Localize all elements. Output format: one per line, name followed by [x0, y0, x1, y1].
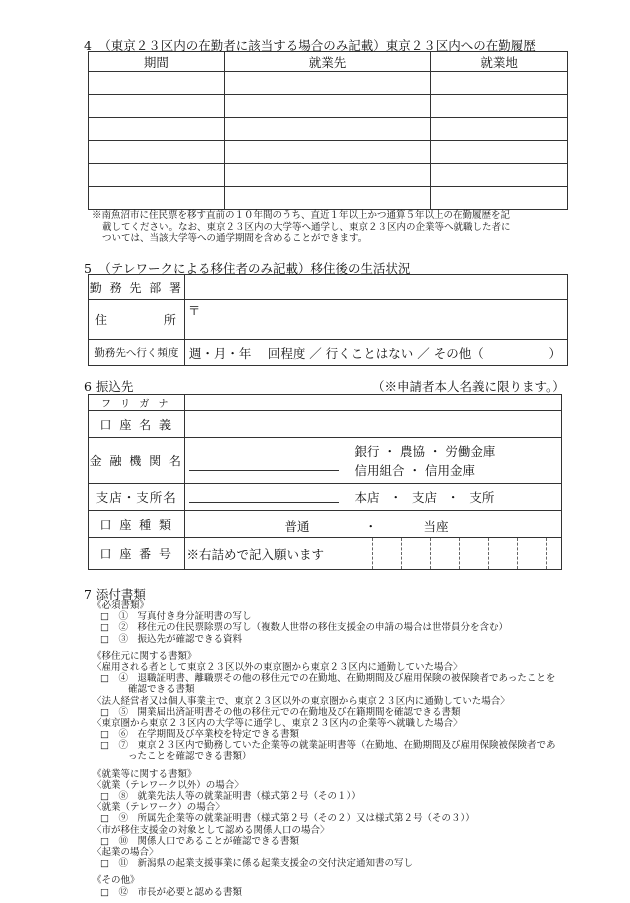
period-cell[interactable]: [89, 187, 225, 210]
section6-heading: 6 振込先: [84, 379, 134, 394]
account-type-field[interactable]: [184, 511, 561, 538]
employer-cell[interactable]: [224, 95, 431, 118]
location-cell[interactable]: [431, 72, 568, 95]
attachment-item[interactable]: □ ⑧ 就業先法人等の就業証明書（様式第２号（その１））: [100, 791, 361, 802]
attachment-category: 《必須書類》: [92, 600, 150, 611]
attachment-item[interactable]: □ ⑫ 市長が必要と認める書類: [100, 886, 242, 898]
employer-cell[interactable]: [224, 187, 431, 210]
attachment-item[interactable]: □ ① 写真付き身分証明書の写し: [100, 611, 252, 623]
attachment-item[interactable]: □ ⑤ 開業届出済証明書その他の移住元での在勤地及び在籍期間を確認できる書類: [100, 706, 461, 718]
period-cell[interactable]: [89, 95, 225, 118]
furigana-label: フ リ ガ ナ: [89, 395, 185, 411]
branch-label: 支店・支所名: [89, 484, 185, 511]
period-cell[interactable]: [89, 164, 225, 187]
telework-table: [88, 274, 568, 366]
address-label: [89, 300, 185, 340]
bank-table: [88, 394, 562, 570]
account-name-label: 口 座 名 義: [89, 411, 185, 438]
account-number-note: ※右詰めで記入願います: [186, 546, 325, 562]
period-cell[interactable]: [89, 118, 225, 141]
attachment-item[interactable]: □ ② 移住元の住民票除票の写し（複数人世帯の移住支援金の申請の場合は世帯員分を含む）: [100, 622, 508, 634]
attachments-list: [92, 600, 572, 898]
work-history-table: [88, 51, 568, 210]
attachment-item: ったことを確認できる書類）: [128, 751, 252, 763]
employer-cell[interactable]: [224, 164, 431, 187]
location-cell[interactable]: [431, 95, 568, 118]
note-line: 載してください。なお、東京２３区内の大学等へ通学し、東京２３区内の企業等へ就職した者に: [102, 221, 511, 233]
account-name-field[interactable]: [184, 411, 561, 438]
attachment-item[interactable]: □ ⑪ 新潟県の起業支援事業に係る起業支援金の交付決定通知書の写し: [100, 858, 413, 870]
section4-note: [92, 210, 572, 245]
digit-box[interactable]: [430, 538, 459, 569]
type-separator: ・: [364, 519, 378, 534]
attachment-category: 〈東京圏から東京２３区内の大学等に通学し、東京２３区内の企業等へ就職した場合〉: [92, 717, 463, 729]
branch-name-line[interactable]: [189, 502, 339, 503]
attachment-category: 〈市が移住支援金の対象として認める関係人口の場合〉: [92, 824, 330, 836]
employer-cell[interactable]: [224, 118, 431, 141]
attachment-category: 《その他》: [92, 875, 140, 887]
dept-field[interactable]: [184, 275, 567, 300]
type-ordinary[interactable]: 普通: [284, 519, 310, 534]
section6-note: （※申請者本人名義に限ります。）: [372, 379, 565, 394]
location-cell[interactable]: [431, 164, 568, 187]
col-period: 期間: [89, 52, 225, 72]
bank-name-line[interactable]: [189, 470, 339, 471]
frequency-close: ）: [548, 345, 561, 361]
period-cell[interactable]: [89, 72, 225, 95]
address-label-2: 所: [163, 313, 178, 327]
bank-field[interactable]: [184, 438, 561, 484]
attachment-category: 〈起業の場合〉: [92, 846, 159, 858]
location-cell[interactable]: [431, 187, 568, 210]
address-label-1: 住: [95, 313, 110, 327]
bank-type-options-2[interactable]: 信用組合 ・ 信用金庫: [354, 462, 475, 478]
branch-field[interactable]: [184, 484, 561, 511]
attachment-item[interactable]: □ ③ 振込先が確認できる資料: [100, 633, 242, 645]
bank-type-options-1[interactable]: 銀行 ・ 農協 ・ 労働金庫: [354, 443, 496, 459]
account-type-label: 口 座 種 類: [89, 511, 185, 538]
dept-label: 勤 務 先 部 署: [89, 275, 185, 300]
attachment-category: 《移住元に関する書類》: [92, 650, 197, 662]
digit-box[interactable]: [401, 538, 430, 569]
section7-heading: 7 添付書類: [84, 587, 146, 602]
digit-box[interactable]: [488, 538, 517, 569]
col-employer: 就業先: [224, 52, 431, 72]
attachment-category: 〈法人経営者又は個人事業主で、東京２３区以外の東京圏から東京２３区内に通勤していた場合〉: [92, 695, 510, 707]
attachment-item[interactable]: □ ⑦ 東京２３区内で勤務していた企業等の就業証明書等（在勤地、在勤期間及び雇用保険被保険者であ: [100, 740, 556, 752]
type-current[interactable]: 当座: [423, 519, 449, 534]
attachment-category: 《就業等に関する書類》: [92, 768, 197, 780]
attachment-item[interactable]: □ ⑩ 関係人口であることが確認できる書類: [100, 835, 299, 847]
attachment-item[interactable]: □ ⑥ 在学期間及び卒業校を特定できる書類: [100, 729, 299, 741]
employer-cell[interactable]: [224, 72, 431, 95]
attachment-category: 〈雇用される者として東京２３区以外の東京圏から東京２３区内に通勤していた場合〉: [92, 661, 463, 673]
branch-type-options[interactable]: 本店 ・ 支店 ・ 支所: [354, 490, 495, 505]
address-field[interactable]: [184, 300, 567, 340]
frequency-options: 週・月・年 回程度 ／ 行くことはない ／ その他（: [188, 345, 484, 361]
location-cell[interactable]: [431, 118, 568, 141]
attachment-item[interactable]: □ ④ 退職証明書、離職票その他の移住元での在勤地、在勤期間及び雇用保険の被保険者であったことを: [100, 673, 556, 685]
col-location: 就業地: [431, 52, 568, 72]
note-line: ※南魚沼市に住民票を移す直前の１０年間のうち、直近１年以上かつ通算５年以上の在勤履歴を記: [92, 210, 511, 221]
period-cell[interactable]: [89, 141, 225, 164]
account-number-label: 口 座 番 号: [89, 538, 185, 570]
note-line: ついては、当該大学等への通学期間を含めることができます。: [102, 233, 368, 244]
attachment-category: 〈就業（テレワーク以外）の場合〉: [92, 779, 244, 791]
furigana-field[interactable]: [184, 395, 561, 411]
frequency-label: 勤務先へ行く頻度: [89, 340, 185, 366]
section4-heading: 4 （東京２３区内の在勤者に該当する場合のみ記載）東京２３区内への在勤履歴: [84, 38, 536, 53]
account-number-field[interactable]: [184, 538, 561, 570]
attachment-category: 〈就業（テレワーク）の場合〉: [92, 802, 225, 814]
digit-box[interactable]: [546, 538, 561, 569]
digit-box[interactable]: [517, 538, 546, 569]
frequency-field[interactable]: [184, 340, 567, 366]
location-cell[interactable]: [431, 141, 568, 164]
attachment-item[interactable]: □ ⑨ 所属先企業等の就業証明書（様式第２号（その２）又は様式第２号（その３））: [100, 813, 475, 825]
digit-box[interactable]: [372, 538, 401, 569]
section5-heading: 5 （テレワークによる移住者のみ記載）移住後の生活状況: [84, 261, 411, 276]
postal-mark: 〒: [187, 303, 201, 318]
bank-label: 金 融 機 関 名: [89, 438, 185, 484]
digit-box[interactable]: [459, 538, 488, 569]
attachment-item: 確認できる書類: [128, 684, 195, 696]
employer-cell[interactable]: [224, 141, 431, 164]
